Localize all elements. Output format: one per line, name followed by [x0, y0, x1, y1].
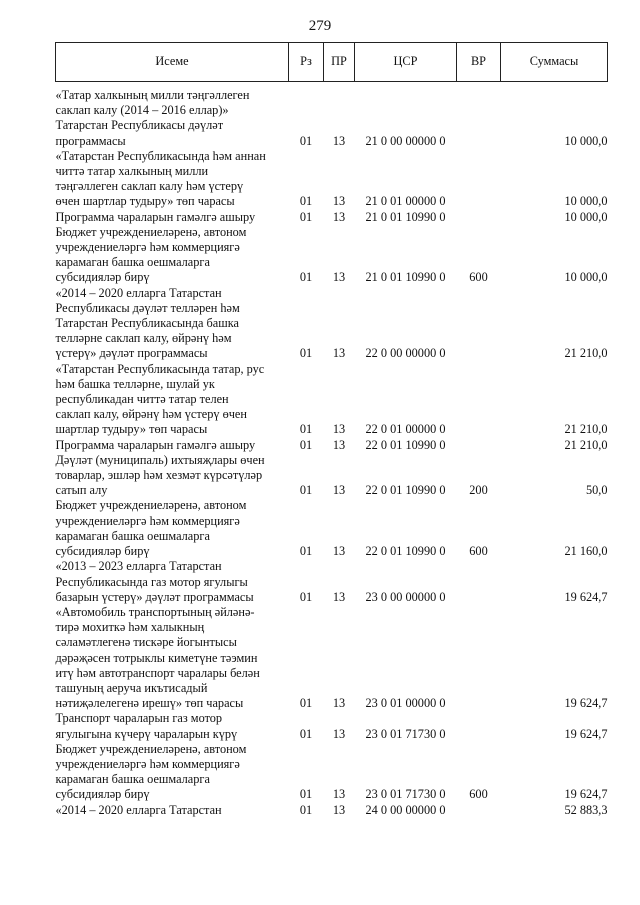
row-vr	[457, 711, 501, 741]
row-csr: 22 0 01 00000 0	[365, 422, 446, 437]
row-sum: 50,0	[585, 483, 608, 498]
row-sum: 19 624,7	[564, 696, 608, 711]
row-pr: 13	[332, 483, 346, 498]
row-name	[56, 210, 289, 225]
row-name-line: ягулыгына күчерү чараларын күрү	[55, 726, 238, 741]
table-row	[56, 438, 608, 453]
row-csr: 22 0 01 10990 0	[365, 483, 446, 498]
row-name-line: саклап калу (2014 – 2016 еллар)»	[55, 103, 229, 118]
row-sum: 19 624,7	[564, 589, 608, 604]
row-name-line: учреждениеләргә һәм коммерциягә	[55, 513, 240, 528]
row-name-line: ташуның аеруча икътисадый	[55, 680, 208, 695]
row-vr: 600	[469, 270, 488, 285]
row-vr: 600	[469, 787, 488, 802]
row-pr: 13	[332, 802, 346, 817]
row-name-line: шартлар тудыру» төп чарасы	[55, 422, 208, 437]
row-name-line: учреждениеләргә һәм коммерциягә	[55, 756, 240, 771]
row-name-line: Татарстан Республикасы дәүләт	[55, 118, 224, 133]
row-name-line: «Татарстан Республикасында татар, рус	[55, 361, 265, 376]
row-name	[56, 742, 289, 803]
table-row	[56, 711, 608, 741]
row-name-line: Татарстан Республикасында башка	[55, 316, 239, 331]
row-csr: 21 0 00 00000 0	[365, 133, 446, 148]
row-name-line: дәрәҗәсен тотрыклы киметүне тәэмин	[55, 650, 258, 665]
row-vr	[457, 605, 501, 711]
row-name-line: Бюджет учреждениеләренә, автоном	[55, 224, 247, 239]
row-sum: 21 210,0	[564, 437, 608, 452]
row-vr	[457, 88, 501, 149]
row-name-line: тирә мохиткә һәм халыкның	[55, 620, 205, 635]
row-csr: 23 0 01 71730 0	[365, 787, 446, 802]
table-row	[56, 88, 608, 149]
row-sum: 19 624,7	[564, 787, 608, 802]
row-name-line: саклап калу, өйрәнү һәм үстерү өчен	[55, 407, 247, 422]
header-vr: ВР	[457, 43, 501, 82]
row-name-line: итү һәм автотранспорт чаралары белән	[55, 665, 260, 680]
row-vr	[457, 803, 501, 818]
row-csr: 23 0 01 71730 0	[365, 726, 446, 741]
row-name-line: «2013 – 2023 елларга Татарстан	[55, 559, 222, 574]
row-sum: 10 000,0	[564, 194, 608, 209]
row-sum: 10 000,0	[564, 133, 608, 148]
row-csr: 22 0 01 10990 0	[365, 544, 446, 559]
budget-table-sheet	[55, 42, 607, 818]
row-rz: 01	[299, 346, 313, 361]
table-row	[56, 225, 608, 286]
row-name-line: сәламәтлегенә тискәре йогынтысы	[55, 635, 237, 650]
row-name-line: республикадан читтә татар телен	[55, 392, 229, 407]
row-csr: 24 0 00 00000 0	[365, 802, 446, 817]
header-rz: Рз	[289, 43, 324, 82]
row-pr: 13	[332, 544, 346, 559]
row-name-line: карамаган башка оешмаларга	[55, 772, 210, 787]
row-name-line: программасы	[55, 133, 126, 148]
table-row	[56, 362, 608, 438]
row-name-line: субсидияләр бирү	[55, 544, 150, 559]
row-name-line: «2014 – 2020 елларга Татарстан	[55, 802, 222, 817]
table-row	[56, 210, 608, 225]
row-pr: 13	[332, 270, 346, 285]
row-name	[56, 88, 289, 149]
row-vr	[457, 362, 501, 438]
row-sum: 10 000,0	[564, 270, 608, 285]
row-name-line: субсидияләр бирү	[55, 787, 150, 802]
row-rz: 01	[299, 209, 313, 224]
header-sum: Суммасы	[501, 43, 608, 82]
row-rz: 01	[299, 483, 313, 498]
row-name-line: «Автомобиль транспортының әйләнә-	[55, 604, 255, 619]
row-sum: 52 883,3	[564, 802, 608, 817]
row-name-line: Дәүләт (муниципаль) ихтыяҗлары өчен	[55, 452, 265, 467]
row-name	[56, 225, 289, 286]
row-pr: 13	[332, 209, 346, 224]
row-rz: 01	[299, 696, 313, 711]
row-name	[56, 149, 289, 210]
table-row	[56, 742, 608, 803]
row-rz: 01	[299, 589, 313, 604]
row-rz: 01	[299, 544, 313, 559]
row-name-line: Программа чараларын гамәлгә ашыру	[55, 209, 256, 224]
row-pr: 13	[332, 787, 346, 802]
row-name-line: «2014 – 2020 елларга Татарстан	[55, 285, 222, 300]
row-vr	[457, 438, 501, 453]
row-pr: 13	[332, 133, 346, 148]
budget-table	[55, 42, 608, 818]
row-pr: 13	[332, 194, 346, 209]
row-rz: 01	[299, 194, 313, 209]
row-name	[56, 362, 289, 438]
row-sum: 21 160,0	[564, 544, 608, 559]
table-row	[56, 559, 608, 605]
row-name	[56, 711, 289, 741]
row-pr: 13	[332, 422, 346, 437]
row-name	[56, 803, 289, 818]
row-name-line: үстерү» дәүләт программасы	[55, 346, 208, 361]
row-name-line: сатып алу	[55, 483, 108, 498]
table-header	[56, 43, 608, 82]
row-name	[56, 286, 289, 362]
row-name	[56, 498, 289, 559]
row-name-line: телләрне саклап калу, өйрәнү һәм	[55, 331, 232, 346]
header-name: Исеме	[56, 43, 289, 82]
row-sum: 10 000,0	[564, 209, 608, 224]
row-sum: 19 624,7	[564, 726, 608, 741]
row-sum: 21 210,0	[564, 346, 608, 361]
row-name-line: читтә татар халкының милли	[55, 164, 209, 179]
table-row	[56, 605, 608, 711]
row-name-line: «Татар халкының милли тәңгәллеген	[55, 88, 250, 102]
table-row	[56, 498, 608, 559]
table-body	[56, 82, 608, 818]
row-csr: 22 0 01 10990 0	[365, 437, 446, 452]
table-row	[56, 453, 608, 499]
row-name	[56, 559, 289, 605]
row-csr: 21 0 01 10990 0	[365, 270, 446, 285]
row-name-line: өчен шартлар тудыру» төп чарасы	[55, 194, 235, 209]
row-vr	[457, 210, 501, 225]
row-name-line: Бюджет учреждениеләренә, автоном	[55, 741, 247, 756]
row-name-line: тәңгәллеген саклап калу һәм үстерү	[55, 179, 244, 194]
row-csr: 23 0 01 00000 0	[365, 696, 446, 711]
row-name-line: карамаган башка оешмаларга	[55, 528, 210, 543]
table-row	[56, 803, 608, 818]
row-name	[56, 453, 289, 499]
row-name-line: Бюджет учреждениеләренә, автоном	[55, 498, 247, 513]
row-name	[56, 605, 289, 711]
row-vr	[457, 286, 501, 362]
row-pr: 13	[332, 726, 346, 741]
row-csr: 21 0 01 00000 0	[365, 194, 446, 209]
row-name-line: Республикасында газ мотор ягулыгы	[55, 574, 248, 589]
row-name-line: базарын үстерү» дәүләт программасы	[55, 589, 254, 604]
row-name-line: Республикасы дәүләт телләрен һәм	[55, 300, 240, 315]
row-csr: 22 0 00 00000 0	[365, 346, 446, 361]
row-name-line: товарлар, эшләр һәм хезмәт күрсәтүләр	[55, 468, 263, 483]
row-vr: 200	[469, 483, 488, 498]
row-csr: 23 0 00 00000 0	[365, 589, 446, 604]
row-rz: 01	[299, 270, 313, 285]
row-name	[56, 438, 289, 453]
row-name-line: карамаган башка оешмаларга	[55, 255, 210, 270]
row-sum: 21 210,0	[564, 422, 608, 437]
row-pr: 13	[332, 346, 346, 361]
row-name-line: Транспорт чараларын газ мотор	[55, 711, 223, 726]
row-rz: 01	[299, 437, 313, 452]
header-csr: ЦСР	[355, 43, 457, 82]
row-rz: 01	[299, 787, 313, 802]
row-name-line: субсидияләр бирү	[55, 270, 150, 285]
table-row	[56, 286, 608, 362]
row-name-line: нәтиҗәлелегенә ирешү» төп чарасы	[55, 696, 244, 711]
row-vr	[457, 149, 501, 210]
row-vr	[457, 559, 501, 605]
row-rz: 01	[299, 726, 313, 741]
row-name-line: «Татарстан Республикасында һәм аннан	[55, 148, 266, 163]
row-name-line: Программа чараларын гамәлгә ашыру	[55, 437, 256, 452]
row-pr: 13	[332, 437, 346, 452]
row-rz: 01	[299, 133, 313, 148]
row-vr: 600	[469, 544, 488, 559]
row-csr: 21 0 01 10990 0	[365, 209, 446, 224]
row-rz: 01	[299, 802, 313, 817]
header-pr: ПР	[324, 43, 355, 82]
row-name-line: учреждениеләргә һәм коммерциягә	[55, 240, 240, 255]
row-pr: 13	[332, 589, 346, 604]
row-name-line: һәм башка телләрне, шулай ук	[55, 376, 215, 391]
page-number: 279	[308, 18, 332, 34]
row-rz: 01	[299, 422, 313, 437]
row-pr: 13	[332, 696, 346, 711]
table-row	[56, 149, 608, 210]
